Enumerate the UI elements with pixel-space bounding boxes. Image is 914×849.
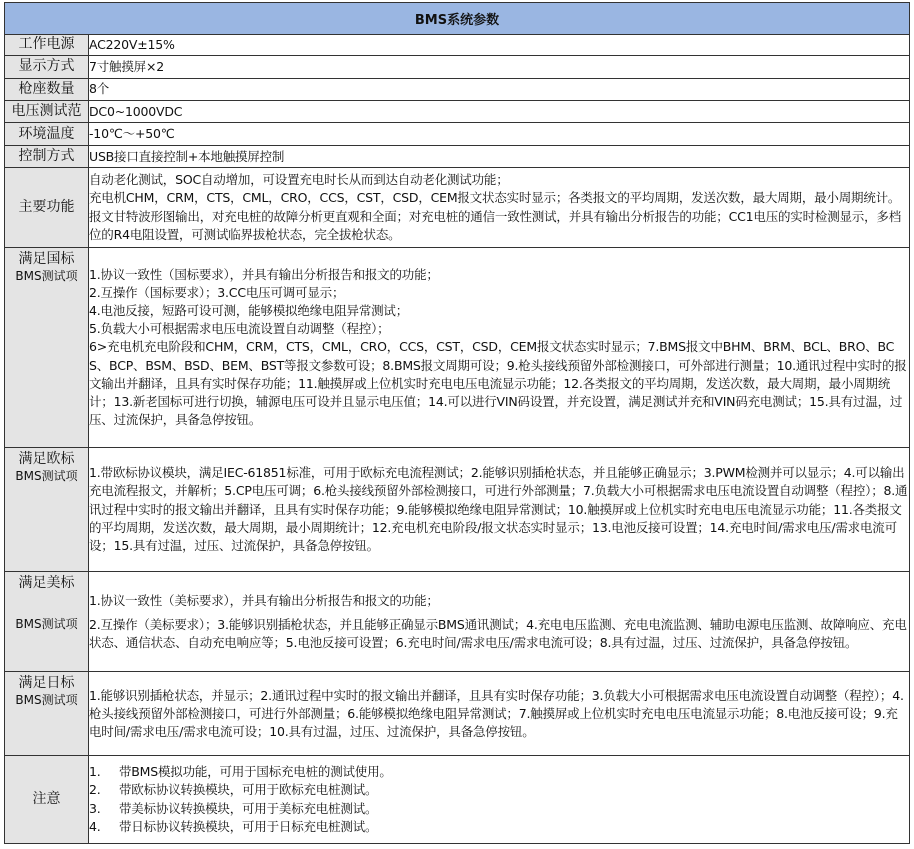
gb-line: 6>充电机充电阶段和CHM，CRM，CTS，CML，CRO，CCS，CST，CSD，CEM报文状态实时显示；7.BMS报文中BHM、BRM、BCL、BRO、BCS、BCP、BSM、BSD、BEM、BST等报文参数可设；8.BMS报文周期可设；9.枪头接线预留外部检测接口，可外部进行测量；10.通讯过程中实时的报文输出并翻译，且具有实时保存功能；11.触摸屏或上位机实时充电电压电流显示功能；12.各类报文的平均周期，发送次数，最大周期，最小周期统计；13.新老国标可进行切换，辅源电压可设并且显示电压值；14.可以进行VIN码设置，并充设置，满足测试并充和VIN码充电测试；15.具有过温，过压、过流保护，具备急停按钮。 bbox=[89, 339, 907, 428]
note-item bbox=[89, 800, 909, 818]
table-row bbox=[5, 123, 910, 145]
row-value-ambient-temp: -10℃～+50℃ bbox=[89, 123, 910, 145]
us-line: 1.协议一致性（美标要求），并具有输出分析报告和报文的功能； bbox=[89, 592, 439, 608]
table-row bbox=[5, 100, 910, 122]
row-label-notes: 注意 bbox=[5, 756, 89, 844]
table-title: BMS系统参数 bbox=[5, 3, 910, 35]
table-row-eu bbox=[5, 447, 910, 572]
row-value-jp: 1.能够识别插枪状态，并显示；2.通讯过程中实时的报文输出并翻译，且具有实时保存功能；3.负载大小可根据需求电压电流设置自动调整（程控）；4.枪头接线预留外部检测接口，可进行外部测量；6.能够模拟绝缘电阻异常测试；7.触摸屏或上位机实时充电电压电流显示功能；8.电池反接可设；9.充电时间/需求电压/需求电流可设；10.具有过温，过压、过流保护，具备急停按钮。 bbox=[89, 672, 910, 756]
note-text: 带BMS模拟功能，可用于国标充电桩的测试使用。 bbox=[119, 764, 392, 780]
table-row bbox=[5, 56, 910, 78]
table-row-notes bbox=[5, 756, 910, 844]
gb-label-line1: 满足国标 bbox=[18, 250, 75, 267]
row-value-eu: 1.带欧标协议模块，满足IEC-61851标准，可用于欧标充电流程测试；2.能够识别插枪状态，并且能够正确显示；3.PWM检测并可以显示；4.可以输出充电流程报文，并解析；5.CP电压可调；6.枪头接线预留外部检测接口，可进行外部测量；7.负载大小可根据需求电压电流设置自动调整（程控）；8.通讯过程中实时的报文输出并翻译，且具有实时保存功能；9.能够模拟绝缘电阻异常测试；10.触摸屏或上位机实时充电电压电流显示功能；11.各类报文的平均周期，发送次数，最大周期，最小周期统计；12.充电机充电阶段/报文状态实时显示；13.电池反接可设置；14.充电时间/需求电压/需求电流可设；15.具有过温，过压、过流保护，具备急停按钮。 bbox=[89, 447, 910, 572]
gb-line: 5.负载大小可根据需求电压电流设置自动调整（程控）； bbox=[89, 321, 390, 337]
row-label-socket-count: 枪座数量 bbox=[5, 78, 89, 100]
row-value-socket-count: 8个 bbox=[89, 78, 910, 100]
note-number: 4. bbox=[89, 818, 101, 834]
row-value-notes bbox=[89, 756, 910, 844]
gb-line: 4.电池反接，短路可设可测，能够模拟绝缘电阻异常测试； bbox=[89, 302, 409, 318]
us-label-line2: BMS测试项 bbox=[15, 617, 78, 632]
note-number: 3. bbox=[89, 800, 101, 816]
row-value-power: AC220V±15% bbox=[89, 34, 910, 55]
table-row bbox=[5, 34, 910, 55]
us-line: 2.互操作（美标要求）；3.能够识别插枪状态，并且能够正确显示BMS通讯测试；4.充电电压监测、充电电流监测、辅助电源电压监测、故障响应、充电状态、通信状态、自动充电响应等；5.电池反接可设置；6.充电时间/需求电压/需求电流可设；8.具有过温，过压、过流保护，具备急停按钮。 bbox=[89, 616, 907, 651]
note-text: 带欧标协议转换模块，可用于欧标充电桩测试。 bbox=[119, 782, 378, 798]
gb-line: 2.互操作（国标要求）；3.CC电压可调可显示； bbox=[89, 284, 345, 300]
row-label-control-mode: 控制方式 bbox=[5, 145, 89, 167]
note-item bbox=[89, 818, 909, 836]
row-value-display: 7寸触摸屏×2 bbox=[89, 56, 910, 78]
table-row-main-function bbox=[5, 168, 910, 248]
note-item bbox=[89, 763, 909, 781]
row-label-voltage-range: 电压测试范 bbox=[5, 100, 89, 122]
main-function-line: 充电机CHM，CRM，CTS，CML，CRO，CCS，CST，CSD，CEM报文状态实时显示；各类报文的平均周期，发送次数，最大周期，最小周期统计。报文甘特波形图输出，对充电桩的故障分析更直观和全面；对充电桩的通信一致性测试，并具有输出分析报告的功能；CC1电压的实时检测显示，多档位的R4电阻设置，可测试临界拔枪状态，完全拔枪状态。 bbox=[89, 190, 902, 242]
note-number: 2. bbox=[89, 782, 101, 798]
table-header-row bbox=[5, 3, 910, 35]
gb-label-line2: BMS测试项 bbox=[15, 268, 78, 283]
row-label-main-function: 主要功能 bbox=[5, 168, 89, 248]
note-item bbox=[89, 781, 909, 799]
table-row-gb bbox=[5, 247, 910, 447]
us-label-line1: 满足美标 bbox=[18, 575, 75, 592]
row-value-gb bbox=[89, 247, 910, 447]
row-label-eu bbox=[5, 447, 89, 572]
row-value-voltage-range: DC0~1000VDC bbox=[89, 100, 910, 122]
gb-line: 1.协议一致性（国标要求），并具有输出分析报告和报文的功能； bbox=[89, 266, 439, 282]
row-value-us bbox=[89, 572, 910, 672]
table-row-us bbox=[5, 572, 910, 672]
row-value-control-mode: USB接口直接控制+本地触摸屏控制 bbox=[89, 145, 910, 167]
row-label-power: 工作电源 bbox=[5, 34, 89, 55]
row-label-us bbox=[5, 572, 89, 672]
note-number: 1. bbox=[89, 764, 101, 780]
row-label-jp bbox=[5, 672, 89, 756]
row-value-main-function bbox=[89, 168, 910, 248]
table-row-jp bbox=[5, 672, 910, 756]
table-row bbox=[5, 145, 910, 167]
row-label-gb bbox=[5, 247, 89, 447]
main-function-line: 自动老化测试，SOC自动增加，可设置充电时长从而到达自动老化测试功能； bbox=[89, 172, 509, 188]
note-text: 带美标协议转换模块，可用于美标充电桩测试。 bbox=[119, 800, 378, 816]
row-label-ambient-temp: 环境温度 bbox=[5, 123, 89, 145]
note-text: 带日标协议转换模块，可用于日标充电桩测试。 bbox=[119, 818, 378, 834]
table-row bbox=[5, 78, 910, 100]
eu-label-line1: 满足欧标 bbox=[18, 450, 75, 467]
bms-params-table bbox=[4, 2, 910, 844]
eu-label-line2: BMS测试项 bbox=[15, 468, 78, 483]
row-label-display: 显示方式 bbox=[5, 56, 89, 78]
jp-label-line1: 满足日标 bbox=[18, 675, 75, 692]
jp-label-line2: BMS测试项 bbox=[15, 693, 78, 708]
